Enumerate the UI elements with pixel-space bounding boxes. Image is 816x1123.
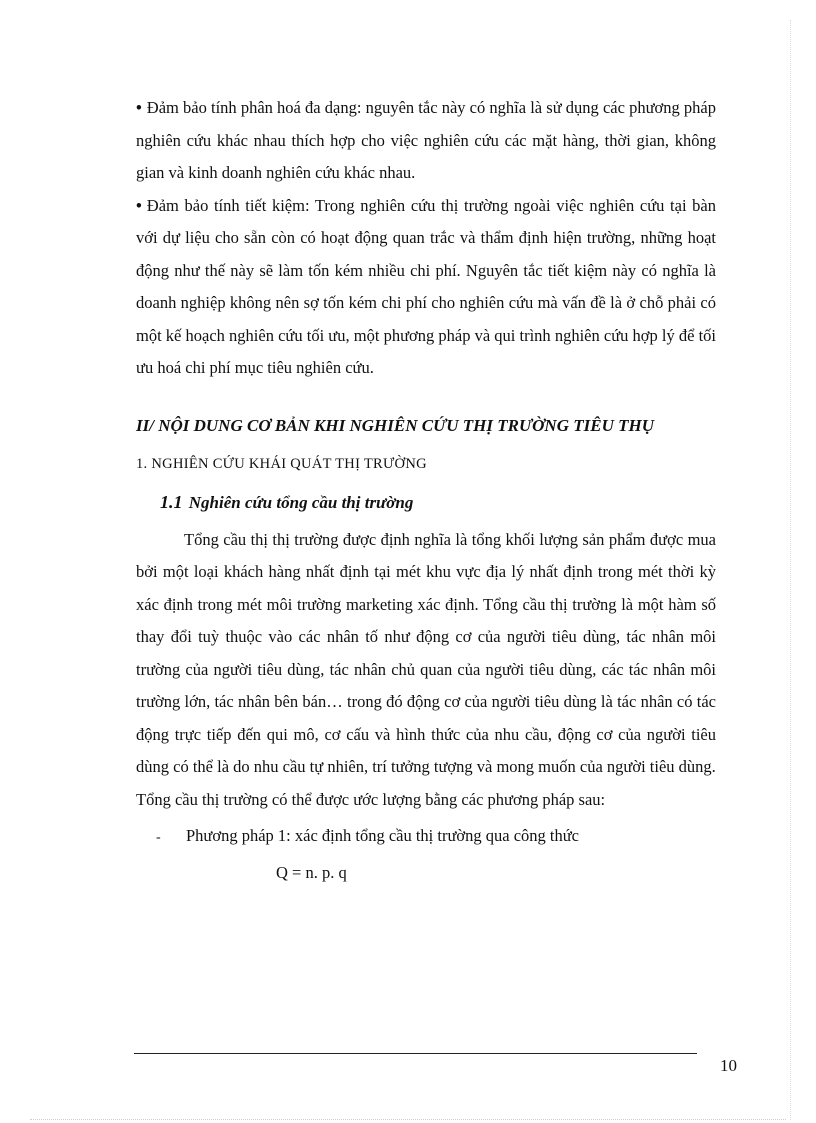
subsection-title: Nghiên cứu tổng cầu thị trường <box>188 492 414 512</box>
paragraph-text: Đảm bảo tính tiết kiệm: Trong nghiên cứu thị trường ngoài việc nghiên cứu tại bàn với dự liệu cho sẵn còn có hoạt động quan trắc và thẩm định hiện trường, những hoạt động như thế này sẽ làm tốn kém nhiều chi phí. Nguyên tắc tiết kiệm này có nghĩa là doanh nghiệp không nên sợ tốn kém chi phí cho nghiên cứu mà vấn đề là ở chỗ phải có một kế hoạch nghiên cứu tối ưu, một phương pháp và qui trình nghiên cứu hợp lý để tối ưu hoá chi phí mục tiêu nghiên cứu. <box>136 195 716 377</box>
formula: Q = n. p. q <box>276 862 347 882</box>
subsection-heading <box>160 485 716 520</box>
main-section-heading: II/ NỘI DUNG CƠ BẢN KHI NGHIÊN CỨU THỊ TRƯỜNG TIÊU THỤ <box>136 415 654 435</box>
section-heading: 1. NGHIÊN CỨU KHÁI QUÁT THỊ TRƯỜNG <box>136 455 427 472</box>
bullet-icon: • <box>136 195 142 215</box>
estimate-line: Tổng cầu thị trường có thể được ước lượng bằng các phương pháp sau: <box>136 789 606 809</box>
subsection-number: 1.1 <box>160 491 183 512</box>
paragraph-text: Đảm bảo tính phân hoá đa dạng: nguyên tắc này có nghĩa là sử dụng các phương pháp nghiên cứu khác nhau thích hợp cho việc nghiên cứu các mặt hàng, thời gian, không gian và kinh doanh nghiên cứu khác nhau. <box>136 98 716 182</box>
page-edge-right <box>790 20 791 1120</box>
page-content <box>136 92 716 889</box>
method-text: Phương pháp 1: xác định tổng cầu thị trường qua công thức <box>186 826 580 845</box>
bullet-paragraph-diversification <box>136 92 716 190</box>
bullet-paragraph-saving <box>136 190 716 385</box>
dash-marker: - <box>156 830 161 845</box>
bullet-icon: • <box>136 98 142 117</box>
method-list-item <box>136 820 716 853</box>
footer-divider <box>134 1053 697 1054</box>
body-paragraph: Tổng cầu thị thị trường được định nghĩa là tổng khối lượng sản phẩm được mua bởi một loại khách hàng nhất định tại mét khu vực địa lý nhất định trong mét thời kỳ xác định trong mét môi trường marketing xác định. Tổng cầu thị trường là một hàm số thay đổi tuỳ thuộc vào các nhân tố như động cơ của người tiêu dùng, tác nhân môi trường của người tiêu dùng, tác nhân chủ quan của người tiêu dùng, các tác nhân môi trường lớn, tác nhân bên bán… trong đó động cơ của người tiêu dùng là tác nhân có tác động trực tiếp đến qui mô, cơ cấu và hình thức của nhu cầu, động cơ của người tiêu dùng có thể là do nhu cầu tự nhiên, trí tưởng tượng và mong muốn của người tiêu dùng. <box>136 529 716 776</box>
page-edge-bottom <box>30 1119 786 1120</box>
page-number: 10 <box>720 1056 737 1075</box>
